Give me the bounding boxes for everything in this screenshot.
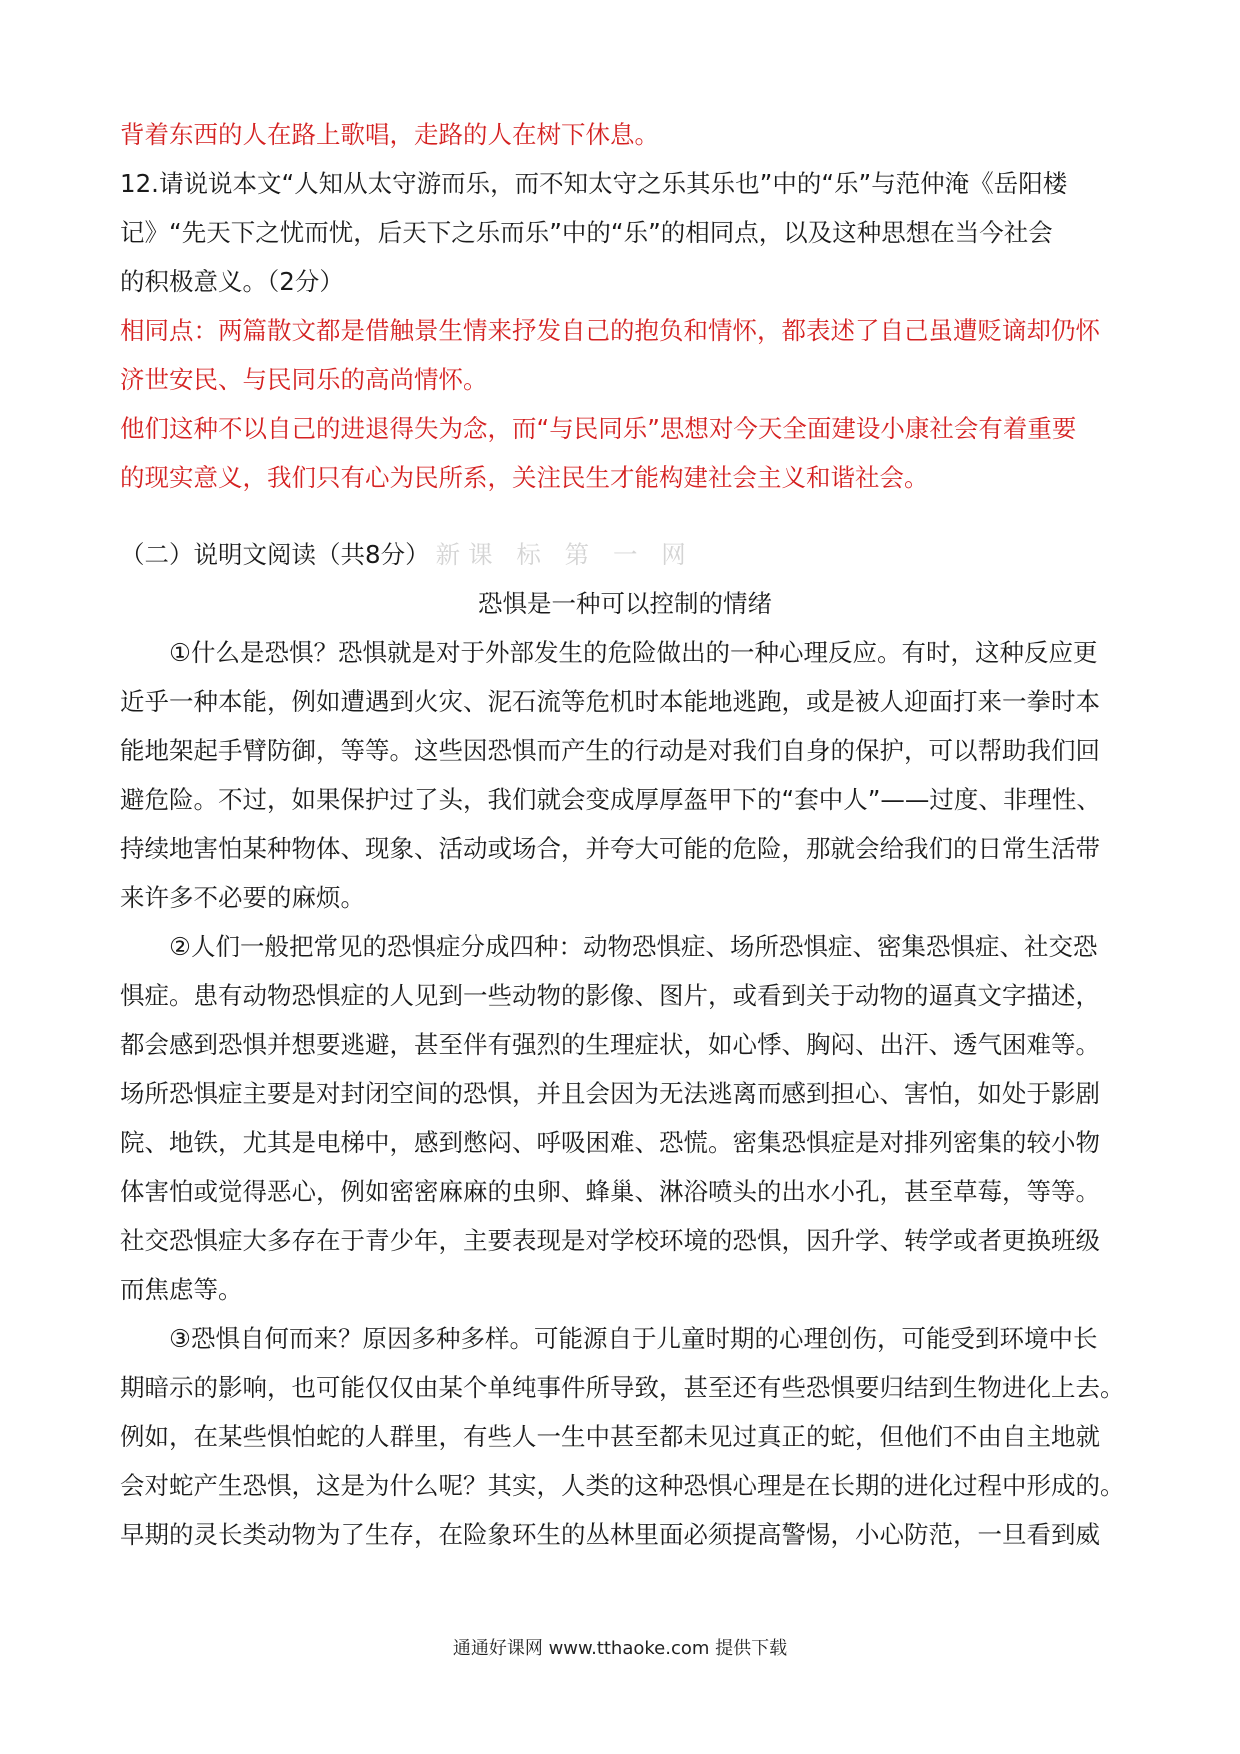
paragraph-line: 避危险。不过，如果保护过了头，我们就会变成厚厚盔甲下的“套中人”——过度、非理性、 (120, 785, 1101, 814)
paragraph-line: ①什么是恐惧？恐惧就是对于外部发生的危险做出的一种心理反应。有时，这种反应更 (169, 638, 1098, 667)
paragraph-line: 院、地铁，尤其是电梯中，感到憋闷、呼吸困难、恐慌。密集恐惧症是对排列密集的较小物 (120, 1128, 1100, 1157)
paragraph-line: 期暗示的影响，也可能仅仅由某个单纯事件所导致，甚至还有些恐惧要归结到生物进化上去。 (120, 1373, 1125, 1402)
question-12-line-3: 的积极意义。（2分） (120, 267, 344, 296)
page-content (120, 110, 1130, 1559)
paragraph-line: 例如，在某些惧怕蛇的人群里，有些人一生中甚至都未见过真正的蛇，但他们不由自主地就 (120, 1422, 1100, 1451)
watermark-text: 新课 标 第 一 网 (435, 540, 694, 569)
paragraph-line: ③恐惧自何而来？原因多种多样。可能源自于儿童时期的心理创伤，可能受到环境中长 (169, 1324, 1098, 1353)
paragraph-3 (120, 1314, 1130, 1559)
paragraph-line: 来许多不必要的麻烦。 (120, 883, 365, 912)
paragraph-line: 而焦虑等。 (120, 1275, 243, 1304)
answer-12-line-3: 他们这种不以自己的进退得失为念，而“与民同乐”思想对今天全面建设小康社会有着重要 (120, 414, 1077, 443)
page-footer: 通通好课网 www.tthaoke.com 提供下载 (452, 1638, 788, 1659)
paragraph-line: 体害怕或觉得恶心，例如密密麻麻的虫卵、蜂巢、淋浴喷头的出水小孔，甚至草莓，等等。 (120, 1177, 1100, 1206)
paragraph-line: 持续地害怕某种物体、现象、活动或场合，并夸大可能的危险，那就会给我们的日常生活带 (120, 834, 1100, 863)
answer-11-line: 背着东西的人在路上歌唱，走路的人在树下休息。 (120, 120, 659, 149)
paragraph-line: 场所恐惧症主要是对封闭空间的恐惧，并且会因为无法逃离而感到担心、害怕，如处于影剧 (120, 1079, 1100, 1108)
section-heading-text: （二）说明文阅读（共8分） (120, 540, 430, 569)
paragraph-2 (120, 922, 1130, 1314)
answer-12-line-1: 相同点：两篇散文都是借触景生情来抒发自己的抱负和情怀，都表述了自己虽遭贬谪却仍怀 (120, 316, 1100, 345)
answer-12-line-4: 的现实意义，我们只有心为民所系，关注民生才能构建社会主义和谐社会。 (120, 463, 929, 492)
question-12-line-1: 12.请说说本文“人知从太守游而乐，而不知太守之乐其乐也”中的“乐”与范仲淹《岳阳楼 (120, 169, 1068, 198)
paragraph-line: 都会感到恐惧并想要逃避，甚至伴有强烈的生理症状，如心悸、胸闷、出汗、透气困难等。 (120, 1030, 1100, 1059)
paragraph-line: 会对蛇产生恐惧，这是为什么呢？其实，人类的这种恐惧心理是在长期的进化过程中形成的。 (120, 1471, 1125, 1500)
paragraph-line: ②人们一般把常见的恐惧症分成四种：动物恐惧症、场所恐惧症、密集恐惧症、社交恐 (169, 932, 1098, 961)
paragraph-line: 近乎一种本能，例如遭遇到火灾、泥石流等危机时本能地逃跑，或是被人迎面打来一拳时本 (120, 687, 1100, 716)
paragraph-line: 早期的灵长类动物为了生存，在险象环生的丛林里面必须提高警惕，小心防范，一旦看到威 (120, 1520, 1100, 1549)
article-title: 恐惧是一种可以控制的情绪 (478, 589, 772, 618)
paragraph-1 (120, 628, 1130, 922)
section-gap (120, 502, 1130, 530)
answer-12-line-2: 济世安民、与民同乐的高尚情怀。 (120, 365, 488, 394)
section-heading (120, 530, 1130, 579)
question-12-line-2: 记》“先天下之忧而忧，后天下之乐而乐”中的“乐”的相同点，以及这种思想在当今社会 (120, 218, 1053, 247)
paragraph-line: 能地架起手臂防御，等等。这些因恐惧而产生的行动是对我们自身的保护，可以帮助我们回 (120, 736, 1100, 765)
paragraph-line: 社交恐惧症大多存在于青少年，主要表现是对学校环境的恐惧，因升学、转学或者更换班级 (120, 1226, 1100, 1255)
paragraph-line: 惧症。患有动物恐惧症的人见到一些动物的影像、图片，或看到关于动物的逼真文字描述， (120, 981, 1100, 1010)
